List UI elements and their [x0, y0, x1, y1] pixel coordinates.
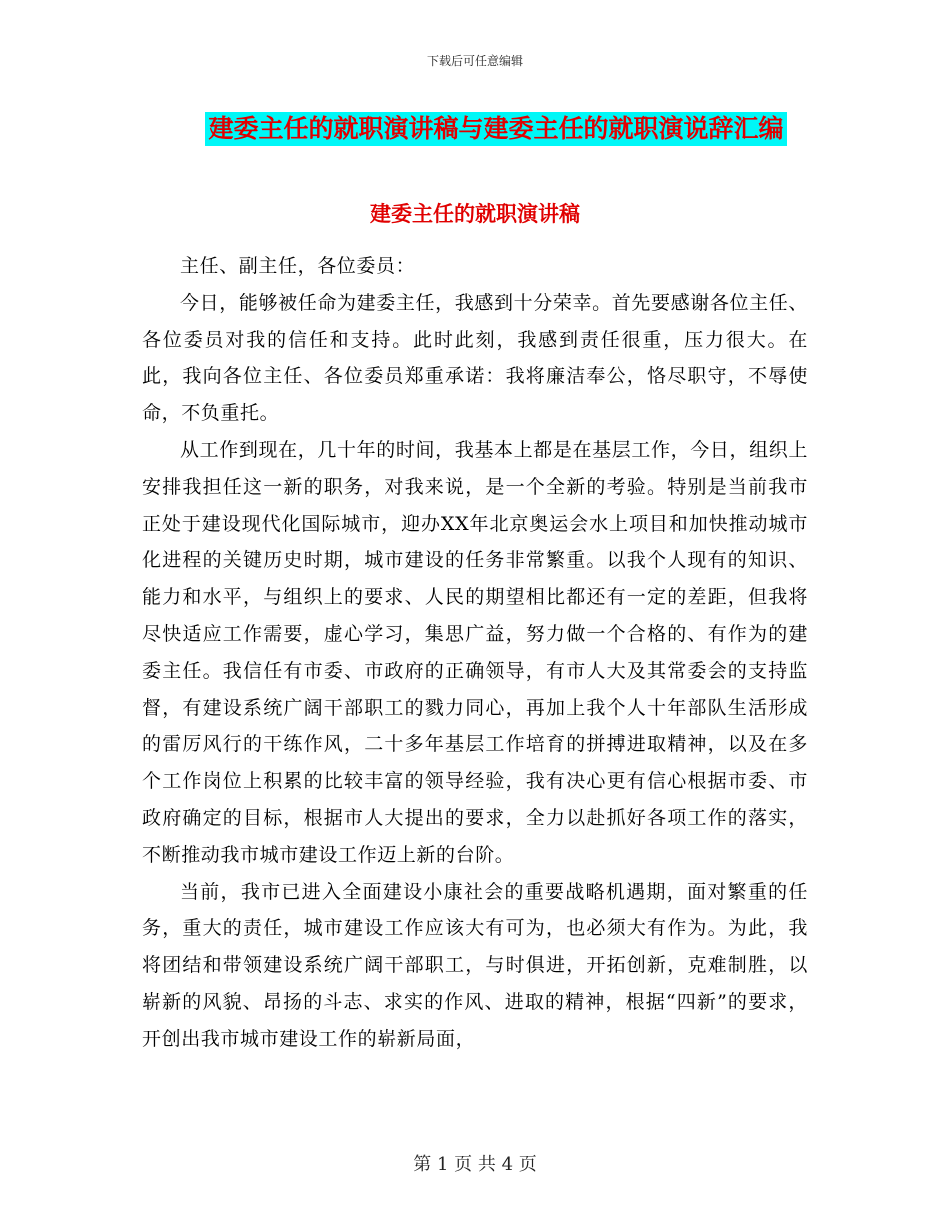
paragraph: 当前，我市已进入全面建设小康社会的重要战略机遇期，面对繁重的任务，重大的责任，城市建设工作应该大有可为，也必须大有作为。为此，我将团结和带领建设系统广阔干部职工，与时俱进，开拓创新，克难制胜，以崭新的风貌、昂扬的斗志、求实的作风、进取的精神，根据“四新”的要求，开创出我市城市建设工作的崭新局面，	[142, 880, 808, 1050]
salutation: 主任、副主任，各位委员：	[180, 255, 416, 277]
paragraph: 今日，能够被任命为建委主任，我感到十分荣幸。首先要感谢各位主任、各位委员对我的信任和支持。此时此刻，我感到责任很重，压力很大。在此，我向各位主任、各位委员郑重承诺：我将廉洁奉公，恪尽职守，不辱使命，不负重托。	[142, 291, 808, 425]
page-header: 下载后可任意编辑	[426, 54, 523, 68]
document-body	[142, 248, 808, 1058]
section-title: 建委主任的就职演讲稿	[370, 202, 580, 226]
document-title: 建委主任的就职演讲稿与建委主任的就职演说辞汇编	[205, 112, 786, 146]
page-footer: 第 1 页 共 4 页	[413, 1154, 537, 1175]
title-container	[0, 112, 950, 146]
paragraph: 从工作到现在，几十年的时间，我基本上都是在基层工作，今日，组织上安排我担任这一新的职务，对我来说，是一个全新的考验。特别是当前我市正处于建设现代化国际城市，迎办XX年北京奥运会水上项目和加快推动城市化进程的关键历史时期，城市建设的任务非常繁重。以我个人现有的知识、能力和水平，与组织上的要求、人民的期望相比都还有一定的差距，但我将尽快适应工作需要，虚心学习，集思广益，努力做一个合格的、有作为的建委主任。我信任有市委、市政府的正确领导，有市人大及其常委会的支持监督，有建设系统广阔干部职工的戮力同心，再加上我个人十年部队生活形成的雷厉风行的干练作风，二十多年基层工作培育的拼搏进取精神，以及在多个工作岗位上积累的比较丰富的领导经验，我有决心更有信心根据市委、市政府确定的目标，根据市人大提出的要求，全力以赴抓好各项工作的落实，不断推动我市城市建设工作迈上新的台阶。	[142, 438, 808, 866]
